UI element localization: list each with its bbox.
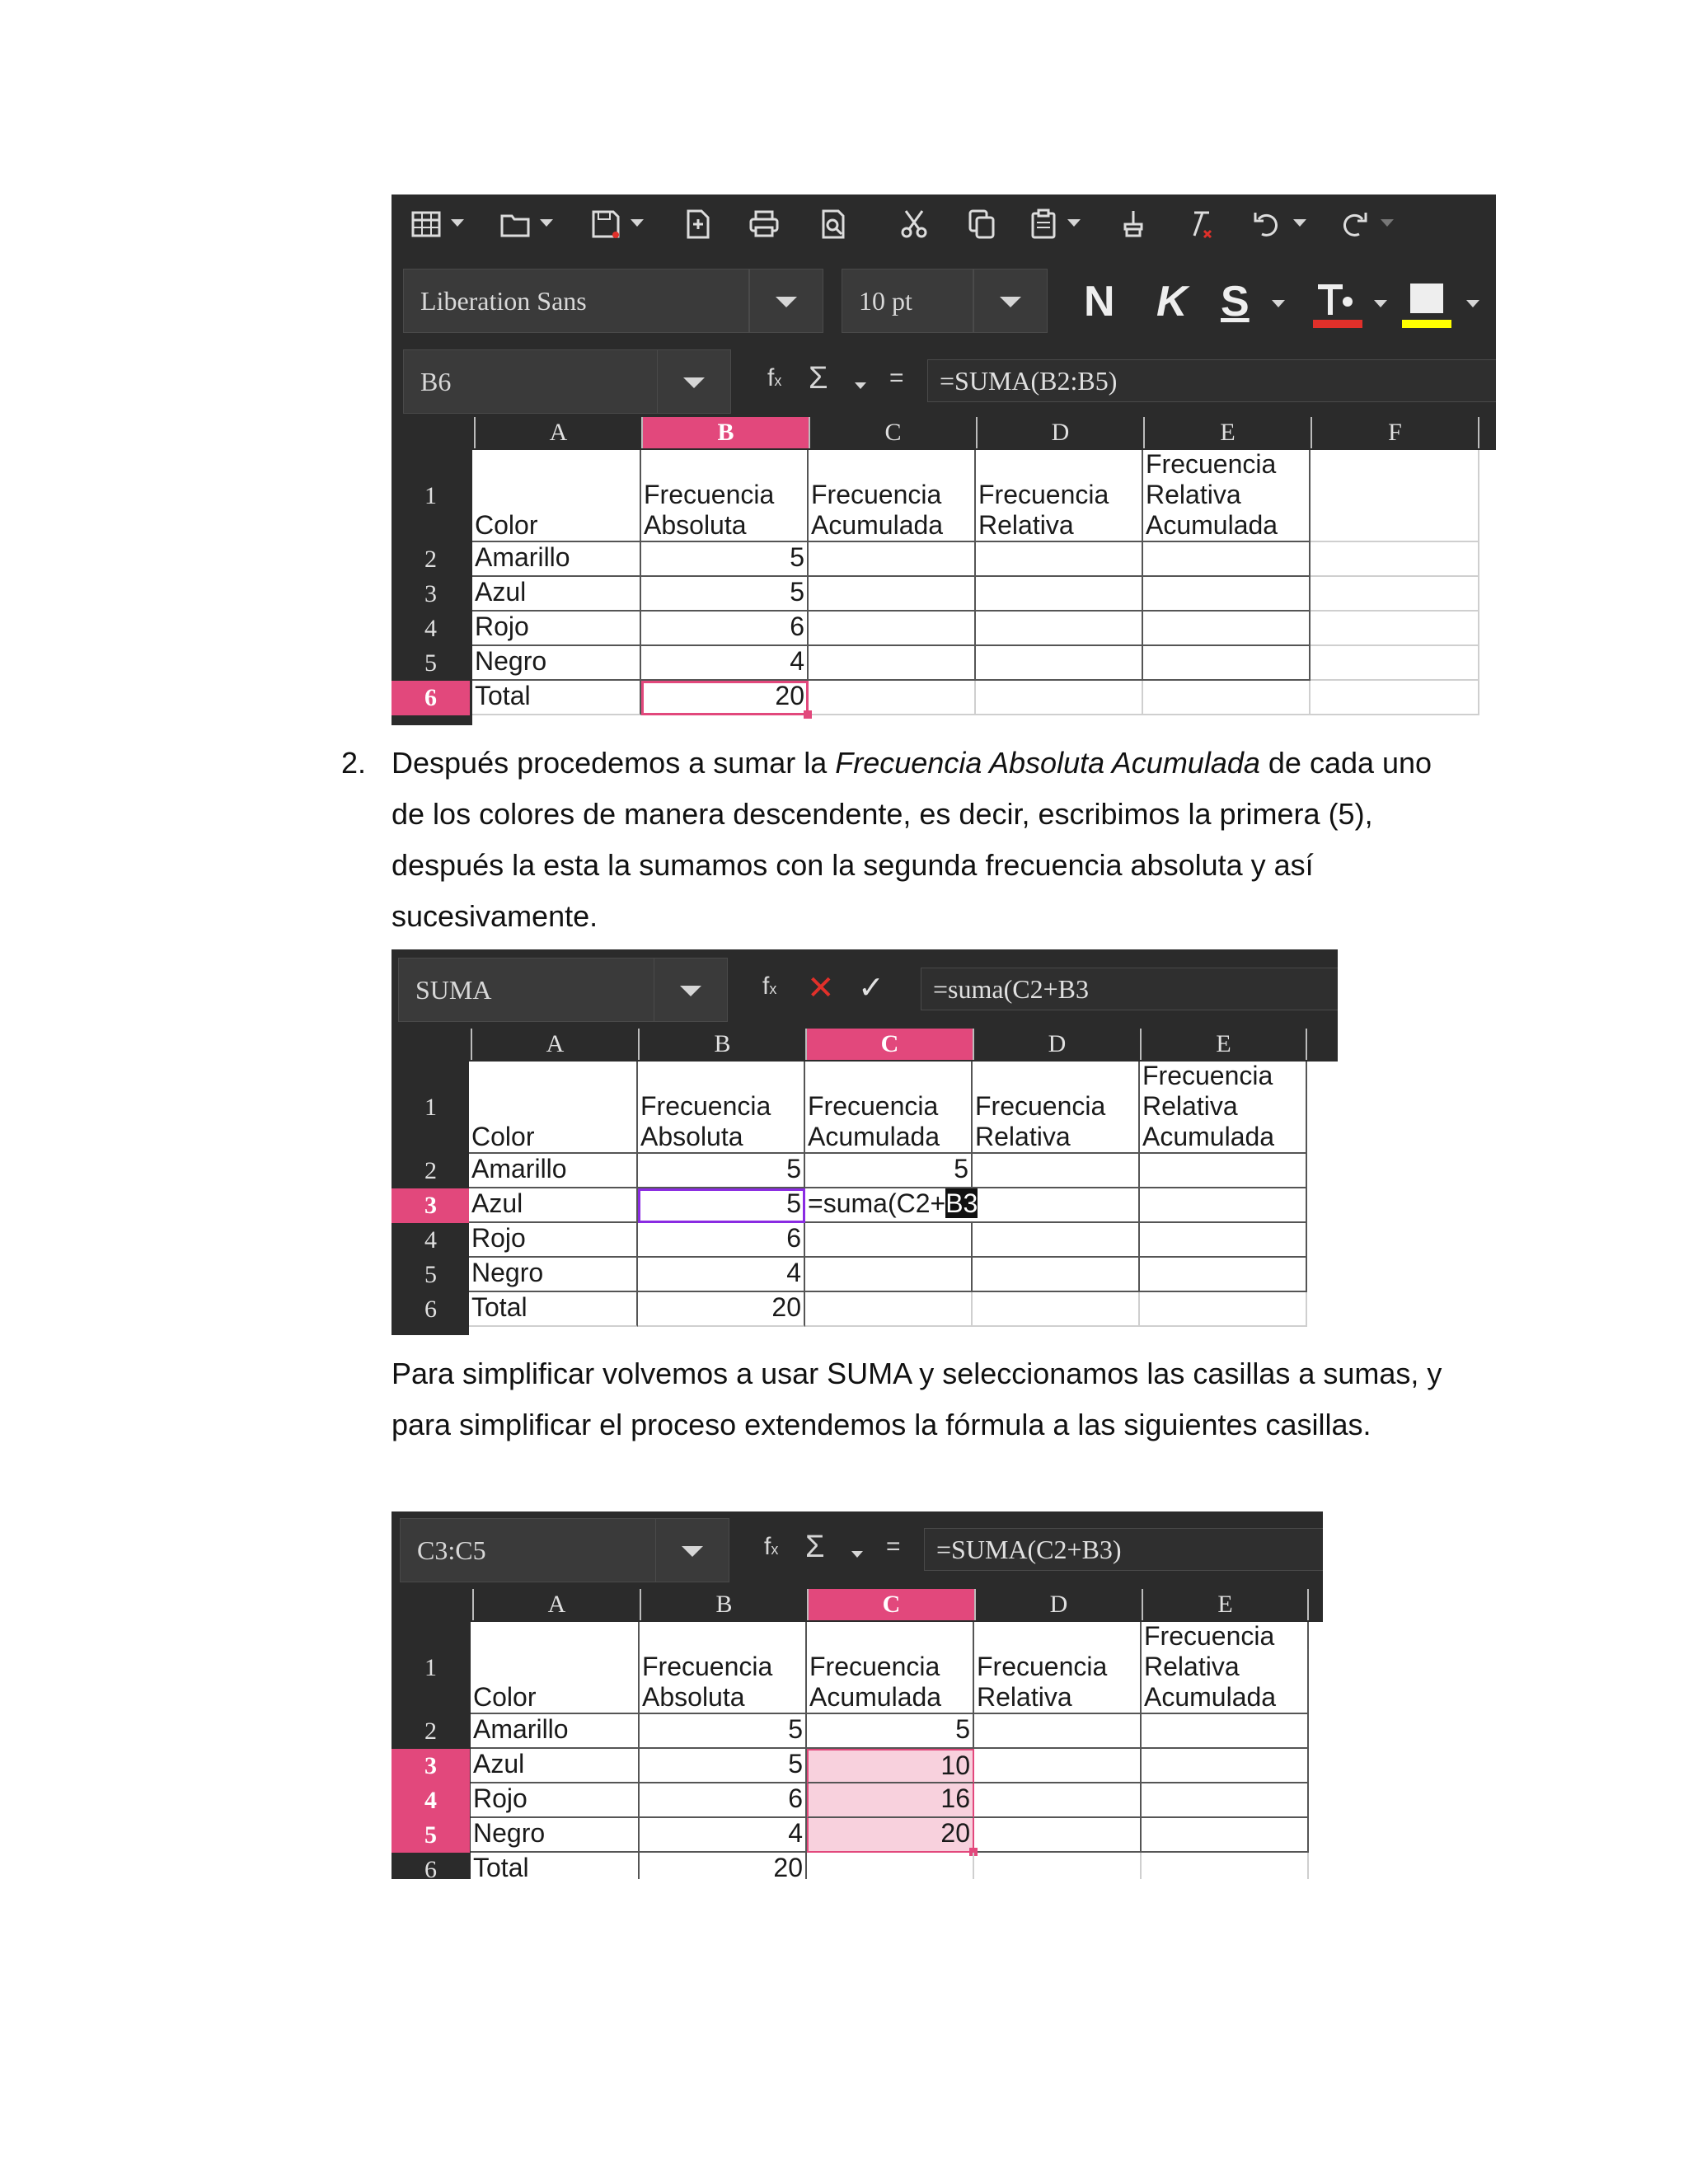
cell-f1[interactable] bbox=[1311, 450, 1479, 542]
selected-reference: B3 bbox=[945, 1188, 978, 1218]
cell-b2[interactable]: 5 bbox=[638, 1154, 805, 1188]
cell-c3-editing[interactable] bbox=[805, 1188, 978, 1223]
cell-edit-text: =suma(C2+ bbox=[808, 1188, 946, 1218]
cell-b4[interactable]: 6 bbox=[640, 1783, 807, 1818]
cell-d4[interactable] bbox=[973, 1223, 1140, 1258]
cell-c5[interactable] bbox=[809, 646, 976, 681]
row-header-2[interactable]: 2 bbox=[392, 1154, 470, 1188]
cell-b5[interactable]: 4 bbox=[638, 1258, 805, 1292]
cell-text: Frecuencia Acumulada bbox=[809, 1652, 942, 1712]
paragraph-line: de los colores de manera descendente, es decir, escribimos la primera (5), bbox=[392, 797, 1373, 831]
spreadsheet-grid-2 bbox=[392, 1029, 1338, 1335]
cell-e5[interactable] bbox=[1142, 1818, 1309, 1853]
cell-a2[interactable]: Amarillo bbox=[469, 1154, 638, 1188]
underline-button[interactable]: S bbox=[1221, 278, 1250, 326]
chevron-down-icon[interactable] bbox=[540, 219, 553, 227]
cell-a4[interactable]: Rojo bbox=[472, 612, 641, 646]
column-header-corner[interactable] bbox=[392, 417, 474, 448]
column-header-c[interactable]: C bbox=[807, 1589, 974, 1620]
undo-icon[interactable] bbox=[1249, 206, 1285, 242]
cell-text: Frecuencia Absoluta bbox=[642, 1652, 773, 1712]
row-header-3[interactable]: 3 bbox=[392, 577, 470, 612]
cell-c4[interactable]: 16 bbox=[807, 1783, 974, 1818]
cell-d3[interactable] bbox=[973, 1188, 1140, 1223]
cell-d5[interactable] bbox=[976, 646, 1143, 681]
cell-d2[interactable] bbox=[973, 1154, 1140, 1188]
spreadsheet-grid-3 bbox=[392, 1589, 1323, 1879]
cell-a3[interactable]: Azul bbox=[471, 1749, 640, 1783]
italic-term: Frecuencia Absoluta Acumulada bbox=[835, 746, 1260, 780]
cell-b4[interactable]: 6 bbox=[638, 1223, 805, 1258]
row-header-3[interactable]: 3 bbox=[392, 1749, 470, 1783]
cell-d6[interactable] bbox=[974, 1853, 1142, 1879]
cell-c2[interactable] bbox=[809, 542, 976, 577]
name-box[interactable]: C3:C5 bbox=[400, 1518, 665, 1582]
cell-b2[interactable]: 5 bbox=[640, 1714, 807, 1749]
column-header-d[interactable]: D bbox=[973, 1029, 1140, 1060]
function-wizard-icon[interactable]: fx bbox=[762, 972, 777, 1000]
cell-area bbox=[472, 450, 1496, 725]
sum-icon[interactable]: Σ bbox=[805, 1530, 825, 1564]
chevron-down-icon[interactable] bbox=[1067, 219, 1081, 227]
print-preview-icon[interactable] bbox=[815, 206, 851, 242]
italic-button[interactable]: K bbox=[1156, 278, 1188, 326]
cell-e3[interactable] bbox=[1140, 1188, 1307, 1223]
formula-input[interactable]: =SUMA(C2+B3) bbox=[924, 1528, 1323, 1571]
highlight-color-icon[interactable] bbox=[1402, 280, 1451, 330]
copy-icon[interactable] bbox=[964, 206, 1000, 242]
font-size-dropdown-button[interactable] bbox=[973, 269, 1048, 333]
name-box-dropdown-button[interactable] bbox=[655, 1518, 729, 1582]
paragraph-simplify bbox=[392, 1348, 1587, 1451]
cell-b6[interactable]: 20 bbox=[640, 1853, 807, 1879]
font-size-box[interactable]: 10 pt bbox=[842, 269, 973, 333]
cell-a6[interactable]: Total bbox=[472, 681, 641, 715]
cell-b1[interactable] bbox=[638, 1062, 805, 1154]
font-color-icon[interactable] bbox=[1313, 280, 1362, 330]
cell-c1[interactable] bbox=[807, 1622, 974, 1714]
cell-e4[interactable] bbox=[1140, 1223, 1307, 1258]
cell-b5[interactable]: 4 bbox=[641, 646, 809, 681]
cell-a2[interactable]: Amarillo bbox=[472, 542, 641, 577]
cell-d1[interactable] bbox=[976, 450, 1143, 542]
cell-d4[interactable] bbox=[974, 1783, 1142, 1818]
cell-e2[interactable] bbox=[1142, 1714, 1309, 1749]
cell-d6[interactable] bbox=[976, 681, 1143, 715]
cell-text: Color bbox=[471, 1122, 535, 1151]
cell-a2[interactable]: Amarillo bbox=[471, 1714, 640, 1749]
text-span: Después procedemos a sumar la bbox=[392, 746, 836, 780]
cut-icon[interactable] bbox=[896, 206, 932, 242]
cell-b3[interactable]: 5 bbox=[638, 1188, 805, 1223]
formula-equals-icon[interactable]: = bbox=[886, 1533, 901, 1560]
chevron-down-icon[interactable] bbox=[851, 1551, 863, 1558]
row-header-6[interactable]: 6 bbox=[392, 1292, 470, 1327]
cell-a5[interactable]: Negro bbox=[471, 1818, 640, 1853]
save-icon[interactable] bbox=[588, 206, 624, 242]
cell-d3[interactable] bbox=[974, 1749, 1142, 1783]
print-icon[interactable] bbox=[746, 206, 782, 242]
cell-c4[interactable] bbox=[805, 1223, 973, 1258]
cell-a6[interactable]: Total bbox=[471, 1853, 640, 1879]
text-span: de cada uno bbox=[1259, 746, 1432, 780]
cell-text: Frecuencia Acumulada bbox=[811, 480, 944, 540]
cell-f2[interactable] bbox=[1311, 542, 1479, 577]
formula-input[interactable]: =SUMA(B2:B5) bbox=[927, 359, 1496, 402]
row-header-1[interactable]: 1 bbox=[392, 1062, 470, 1154]
cell-text: Frecuencia Relativa Acumulada bbox=[1144, 1622, 1277, 1712]
cell-c6[interactable] bbox=[805, 1292, 973, 1327]
row-header-5[interactable]: 5 bbox=[392, 646, 470, 681]
cell-text: Frecuencia Relativa bbox=[978, 480, 1109, 540]
cell-a1[interactable] bbox=[472, 450, 641, 542]
cell-f6[interactable] bbox=[1311, 681, 1479, 715]
cell-area bbox=[471, 1622, 1323, 1879]
spreadsheet-screenshot-3 bbox=[392, 1511, 1323, 1879]
column-header-c[interactable]: C bbox=[809, 417, 976, 448]
cell-a1[interactable] bbox=[471, 1622, 640, 1714]
paragraph-step-2 bbox=[392, 738, 1545, 942]
cell-d1[interactable] bbox=[973, 1062, 1140, 1154]
chevron-down-icon[interactable] bbox=[855, 382, 866, 389]
cell-d6[interactable] bbox=[973, 1292, 1140, 1327]
column-header-e[interactable]: E bbox=[1143, 417, 1311, 448]
cell-e6[interactable] bbox=[1142, 1853, 1309, 1879]
name-box-dropdown-button[interactable] bbox=[654, 958, 728, 1022]
cell-a4[interactable]: Rojo bbox=[471, 1783, 640, 1818]
cell-b5[interactable]: 4 bbox=[640, 1818, 807, 1853]
cell-e1[interactable] bbox=[1142, 1622, 1309, 1714]
fill-handle[interactable] bbox=[804, 710, 812, 719]
chevron-down-icon[interactable] bbox=[1466, 300, 1479, 307]
cell-e4[interactable] bbox=[1142, 1783, 1309, 1818]
row-header-5[interactable]: 5 bbox=[392, 1818, 470, 1853]
cell-d5[interactable] bbox=[974, 1818, 1142, 1853]
cell-c3[interactable]: 10 bbox=[807, 1749, 974, 1783]
cell-b1[interactable] bbox=[641, 450, 809, 542]
cell-b6[interactable]: 20 bbox=[641, 681, 809, 715]
cell-text: Frecuencia Relativa Acumulada bbox=[1146, 450, 1278, 540]
open-folder-icon[interactable] bbox=[497, 206, 533, 242]
cell-text: Frecuencia Relativa Acumulada bbox=[1142, 1062, 1275, 1151]
cell-e5[interactable] bbox=[1143, 646, 1311, 681]
cell-b3[interactable]: 5 bbox=[640, 1749, 807, 1783]
cell-b2[interactable]: 5 bbox=[641, 542, 809, 577]
cancel-icon[interactable]: ✕ bbox=[807, 970, 835, 1006]
row-header-1[interactable]: 1 bbox=[392, 1622, 470, 1714]
name-box[interactable]: SUMA bbox=[398, 958, 663, 1022]
spreadsheet-grid-1 bbox=[392, 417, 1496, 725]
column-header-d[interactable]: D bbox=[974, 1589, 1142, 1620]
row-header-6[interactable]: 6 bbox=[392, 1853, 470, 1879]
cell-f3[interactable] bbox=[1311, 577, 1479, 612]
cell-a5[interactable]: Negro bbox=[472, 646, 641, 681]
formula-input[interactable]: =suma(C2+B3 bbox=[921, 968, 1338, 1010]
cell-a3[interactable]: Azul bbox=[472, 577, 641, 612]
font-name-box[interactable]: Liberation Sans bbox=[403, 269, 749, 333]
cell-text: Frecuencia Acumulada bbox=[808, 1091, 940, 1151]
row-header-2[interactable]: 2 bbox=[392, 542, 470, 577]
accept-icon[interactable]: ✓ bbox=[858, 971, 884, 1005]
column-header-e[interactable]: E bbox=[1140, 1029, 1307, 1060]
cell-c1[interactable] bbox=[809, 450, 976, 542]
spreadsheet-screenshot-1 bbox=[392, 194, 1496, 725]
cell-e1[interactable] bbox=[1143, 450, 1311, 542]
column-header-a[interactable]: A bbox=[474, 417, 641, 448]
cell-d4[interactable] bbox=[976, 612, 1143, 646]
cell-text: Frecuencia Relativa bbox=[975, 1091, 1106, 1151]
cell-e2[interactable] bbox=[1143, 542, 1311, 577]
list-item-number: 2. bbox=[341, 746, 367, 780]
chevron-down-icon[interactable] bbox=[451, 219, 464, 227]
column-header-a[interactable]: A bbox=[472, 1589, 640, 1620]
name-box-dropdown-button[interactable] bbox=[657, 349, 731, 414]
cell-e3[interactable] bbox=[1143, 577, 1311, 612]
export-pdf-icon[interactable] bbox=[680, 206, 716, 242]
sum-icon[interactable]: Σ bbox=[809, 361, 828, 396]
column-header-c[interactable]: C bbox=[805, 1029, 973, 1060]
column-header-a[interactable]: A bbox=[471, 1029, 638, 1060]
cell-c4[interactable] bbox=[809, 612, 976, 646]
cell-area bbox=[469, 1062, 1338, 1335]
column-header-e[interactable]: E bbox=[1142, 1589, 1309, 1620]
cell-c6[interactable] bbox=[809, 681, 976, 715]
cell-a1[interactable] bbox=[469, 1062, 638, 1154]
formula-equals-icon[interactable]: = bbox=[889, 364, 904, 391]
column-header-b[interactable]: B bbox=[638, 1029, 805, 1060]
paragraph-line: después la esta la sumamos con la segunda frecuencia absoluta y así bbox=[392, 848, 1314, 882]
cell-c3[interactable] bbox=[809, 577, 976, 612]
cell-c2[interactable]: 5 bbox=[807, 1714, 974, 1749]
cell-d5[interactable] bbox=[973, 1258, 1140, 1292]
chevron-down-icon[interactable] bbox=[1272, 300, 1285, 307]
cell-f5[interactable] bbox=[1311, 646, 1479, 681]
chevron-down-icon[interactable] bbox=[631, 219, 644, 227]
cell-e6[interactable] bbox=[1143, 681, 1311, 715]
standard-toolbar bbox=[392, 194, 1496, 254]
cell-b1[interactable] bbox=[640, 1622, 807, 1714]
cell-text: Frecuencia Relativa bbox=[977, 1652, 1108, 1712]
cell-e2[interactable] bbox=[1140, 1154, 1307, 1188]
cell-e3[interactable] bbox=[1142, 1749, 1309, 1783]
bold-button[interactable]: N bbox=[1084, 278, 1115, 326]
paragraph-line: para simplificar el proceso extendemos la fórmula a las siguientes casillas. bbox=[392, 1408, 1372, 1441]
paste-icon[interactable] bbox=[1026, 206, 1062, 242]
column-header-b[interactable]: B bbox=[640, 1589, 807, 1620]
cell-text: Frecuencia Absoluta bbox=[640, 1091, 771, 1151]
cell-b4[interactable]: 6 bbox=[641, 612, 809, 646]
cell-text: Color bbox=[473, 1682, 537, 1712]
font-name-dropdown-button[interactable] bbox=[749, 269, 823, 333]
column-header-corner[interactable] bbox=[392, 1589, 472, 1620]
cell-text: Color bbox=[475, 510, 538, 540]
row-header-4[interactable]: 4 bbox=[392, 612, 470, 646]
cell-a3[interactable]: Azul bbox=[469, 1188, 638, 1223]
spreadsheet-screenshot-2 bbox=[392, 949, 1338, 1335]
row-header-3[interactable]: 3 bbox=[392, 1188, 470, 1223]
row-header-6[interactable]: 6 bbox=[392, 681, 470, 715]
redo-icon[interactable] bbox=[1336, 206, 1372, 242]
column-header-f[interactable]: F bbox=[1311, 417, 1479, 448]
chevron-down-icon[interactable] bbox=[1374, 300, 1387, 307]
cell-c5[interactable]: 20 bbox=[807, 1818, 974, 1853]
chevron-down-icon[interactable] bbox=[1381, 219, 1394, 227]
cell-a5[interactable]: Negro bbox=[469, 1258, 638, 1292]
function-wizard-icon[interactable]: fx bbox=[767, 364, 782, 391]
cell-c1[interactable] bbox=[805, 1062, 973, 1154]
clone-formatting-icon[interactable] bbox=[1115, 206, 1151, 242]
row-header-5[interactable]: 5 bbox=[392, 1258, 470, 1292]
cell-e5[interactable] bbox=[1140, 1258, 1307, 1292]
cell-d2[interactable] bbox=[974, 1714, 1142, 1749]
clear-formatting-icon[interactable] bbox=[1181, 206, 1217, 242]
function-wizard-icon[interactable]: fx bbox=[764, 1533, 779, 1560]
cell-b3[interactable]: 5 bbox=[641, 577, 809, 612]
cell-d2[interactable] bbox=[976, 542, 1143, 577]
cell-f4[interactable] bbox=[1311, 612, 1479, 646]
cell-d3[interactable] bbox=[976, 577, 1143, 612]
table-icon[interactable] bbox=[408, 206, 444, 242]
row-header-4[interactable]: 4 bbox=[392, 1783, 470, 1818]
paragraph-line: sucesivamente. bbox=[392, 899, 598, 933]
cell-a4[interactable]: Rojo bbox=[469, 1223, 638, 1258]
column-header-d[interactable]: D bbox=[976, 417, 1143, 448]
cell-e1[interactable] bbox=[1140, 1062, 1307, 1154]
cell-b6[interactable]: 20 bbox=[638, 1292, 805, 1327]
row-header-2[interactable]: 2 bbox=[392, 1714, 470, 1749]
column-header-b[interactable]: B bbox=[641, 417, 809, 448]
chevron-down-icon[interactable] bbox=[1293, 219, 1306, 227]
name-box[interactable]: B6 bbox=[403, 349, 668, 414]
cell-c5[interactable] bbox=[805, 1258, 973, 1292]
cell-e4[interactable] bbox=[1143, 612, 1311, 646]
cell-c6[interactable] bbox=[807, 1853, 974, 1879]
cell-a6[interactable]: Total bbox=[469, 1292, 638, 1327]
paragraph-line: Para simplificar volvemos a usar SUMA y seleccionamos las casillas a sumas, y bbox=[392, 1357, 1442, 1390]
cell-text: Frecuencia Absoluta bbox=[644, 480, 775, 540]
cell-c2[interactable]: 5 bbox=[805, 1154, 973, 1188]
cell-d1[interactable] bbox=[974, 1622, 1142, 1714]
row-header-4[interactable]: 4 bbox=[392, 1223, 470, 1258]
paragraph-line bbox=[392, 738, 1545, 789]
cell-e6[interactable] bbox=[1140, 1292, 1307, 1327]
column-header-corner[interactable] bbox=[392, 1029, 471, 1060]
row-header-1[interactable]: 1 bbox=[392, 450, 470, 542]
